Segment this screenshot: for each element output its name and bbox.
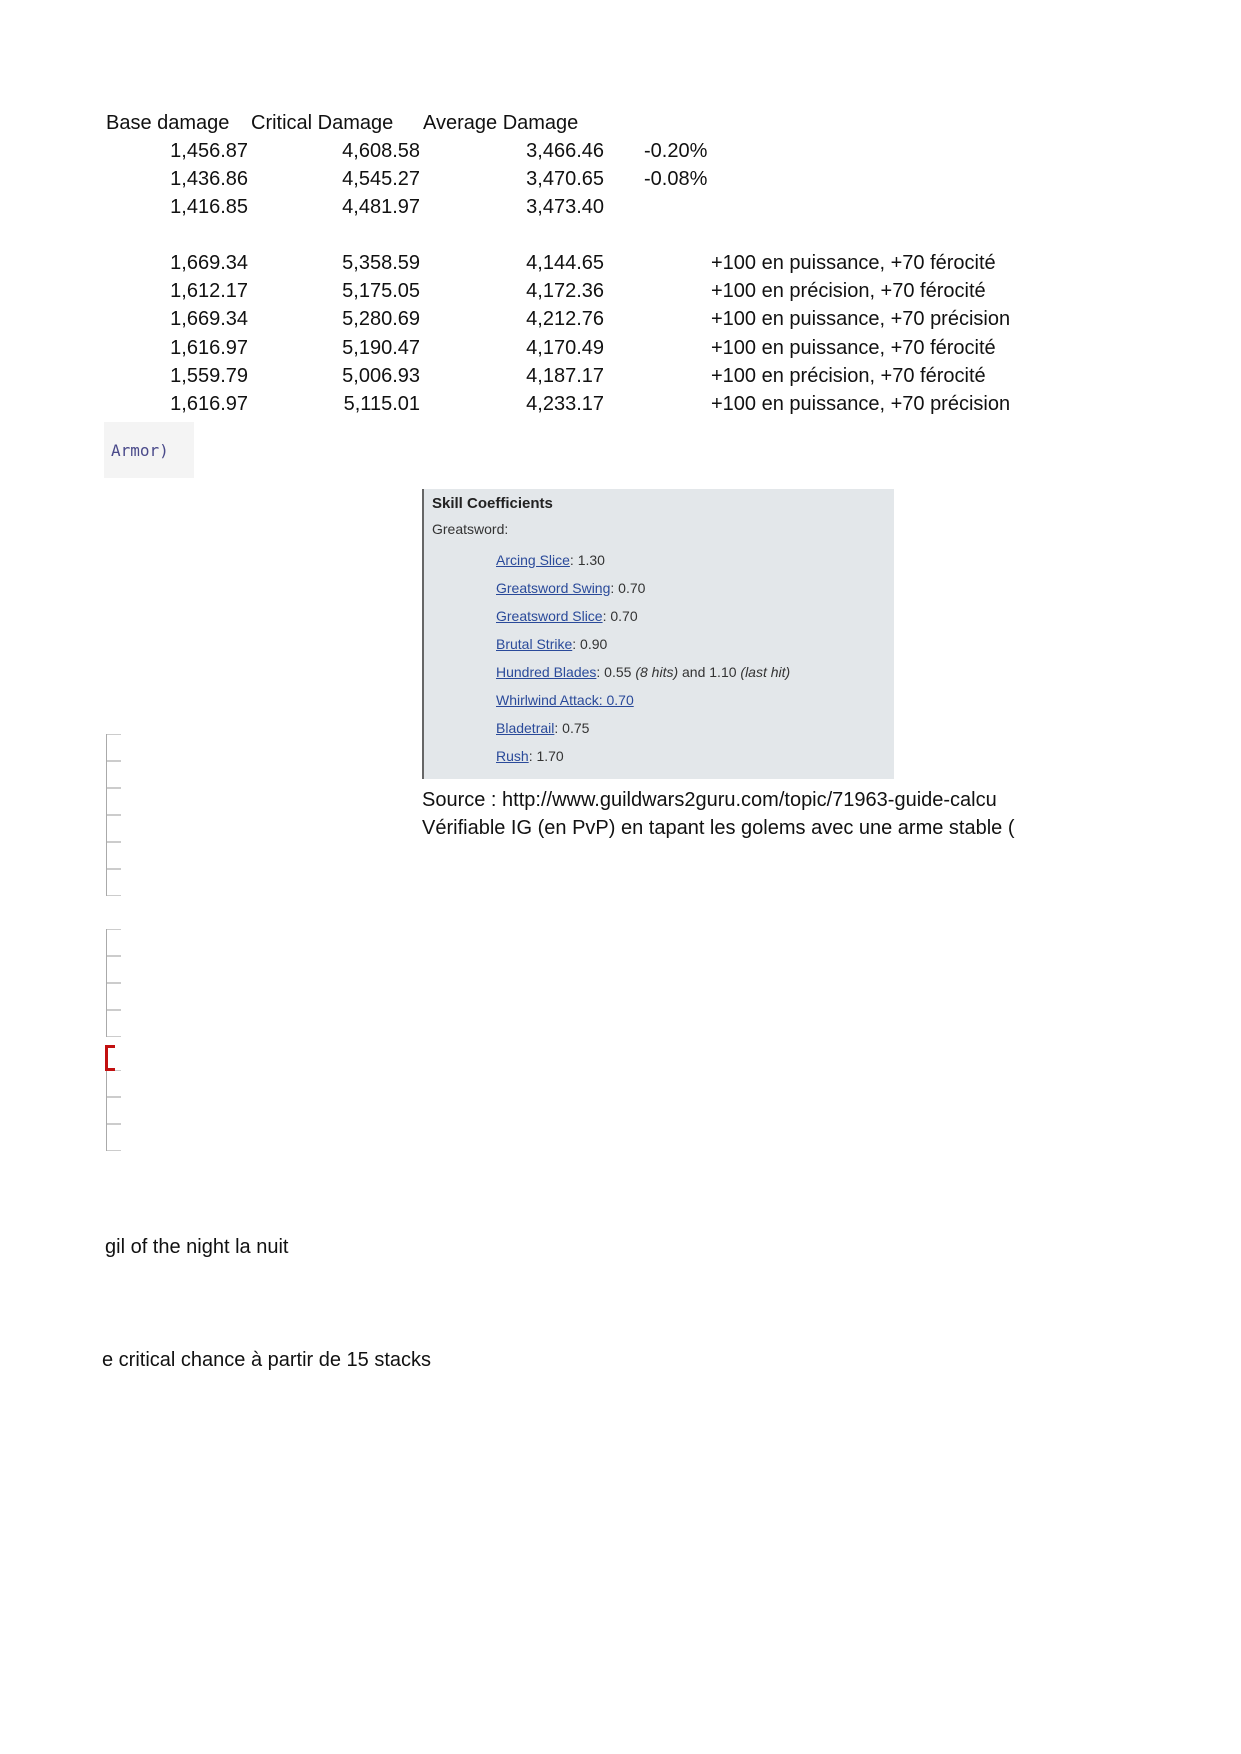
- skill-row: [496, 602, 886, 630]
- cell-crit: 5,006.93: [342, 365, 420, 387]
- skill-row: [496, 714, 886, 742]
- skill-coefficients-title: Skill Coefficients: [432, 495, 553, 512]
- armor-code-snippet: [104, 422, 194, 478]
- cell-crit: 4,481.97: [342, 196, 420, 218]
- source-line: Source : http://www.guildwars2guru.com/topic/71963-guide-calcu: [422, 789, 997, 811]
- ruler-tick: [106, 734, 120, 761]
- cell-crit: 5,358.59: [342, 252, 420, 274]
- ruler-tick: [106, 983, 120, 1010]
- ruler-tick: [106, 929, 120, 956]
- skill-link[interactable]: Whirlwind Attack: [496, 692, 599, 708]
- cell-note: +100 en puissance, +70 précision: [711, 308, 1011, 330]
- skill-coefficients-panel: [422, 489, 894, 779]
- skill-value: : 1.70: [528, 748, 564, 764]
- skill-value: : 0.55: [596, 664, 632, 680]
- cell-note: +100 en puissance, +70 férocité: [711, 337, 996, 359]
- cell-note: +100 en puissance, +70 férocité: [711, 252, 996, 274]
- cell-base: 1,559.79: [170, 365, 248, 387]
- cell-pct: -0.08%: [644, 168, 708, 190]
- skill-link[interactable]: Rush: [496, 748, 529, 764]
- cell-crit: 4,608.58: [342, 140, 420, 162]
- cell-crit: 4,545.27: [342, 168, 420, 190]
- skill-last-hit-note: (last hit): [740, 664, 791, 680]
- skill-link[interactable]: Hundred Blades: [496, 664, 597, 680]
- skill-link[interactable]: Arcing Slice: [496, 552, 570, 568]
- skill-hits-note: (8 hits): [635, 664, 679, 680]
- cell-note: +100 en puissance, +70 précision: [711, 393, 1011, 415]
- ruler-tick: [106, 1097, 120, 1124]
- skill-row: [496, 686, 886, 714]
- skill-row: [496, 742, 886, 770]
- weapon-label: Greatsword:: [432, 521, 509, 537]
- skill-row: [496, 658, 886, 686]
- header-critical-damage: Critical Damage: [251, 112, 394, 134]
- header-average-damage: Average Damage: [423, 112, 579, 134]
- cell-crit: 5,280.69: [342, 308, 420, 330]
- cell-base: 1,616.97: [170, 337, 248, 359]
- cell-crit: 5,175.05: [342, 280, 420, 302]
- ruler-tick: [106, 1124, 120, 1151]
- skill-row: [496, 574, 886, 602]
- cell-avg: 3,466.46: [526, 140, 604, 162]
- skill-link[interactable]: Greatsword Swing: [496, 580, 611, 596]
- ruler-tick: [106, 761, 120, 788]
- skill-value: : 0.90: [572, 636, 608, 652]
- ruler-tick: [106, 869, 120, 896]
- cell-base: 1,416.85: [170, 196, 248, 218]
- cell-note: +100 en précision, +70 férocité: [711, 280, 986, 302]
- cell-base: 1,616.97: [170, 393, 248, 415]
- skill-row: [496, 546, 886, 574]
- cell-base: 1,436.86: [170, 168, 248, 190]
- ruler-tick: [106, 788, 120, 815]
- cell-note: +100 en précision, +70 férocité: [711, 365, 986, 387]
- ruler-tick: [106, 1070, 120, 1097]
- skill-value: : 0.70: [610, 580, 646, 596]
- cell-base: 1,456.87: [170, 140, 248, 162]
- skill-link[interactable]: Brutal Strike: [496, 636, 573, 652]
- cell-base: 1,612.17: [170, 280, 248, 302]
- armor-snippet-text: Armor): [111, 441, 169, 460]
- cell-base: 1,669.34: [170, 252, 248, 274]
- skill-value: : 1.30: [569, 552, 605, 568]
- red-bracket-marker: [105, 1045, 115, 1071]
- skill-row: [496, 630, 886, 658]
- cell-avg: 4,233.17: [526, 393, 604, 415]
- skill-and-text: and 1.10: [678, 664, 741, 680]
- ruler-tick: [106, 956, 120, 983]
- skill-link[interactable]: Greatsword Slice: [496, 608, 603, 624]
- cell-avg: 3,470.65: [526, 168, 604, 190]
- ruler-tick: [106, 815, 120, 842]
- header-base-damage: Base damage: [106, 112, 230, 134]
- cell-avg: 3,473.40: [526, 196, 604, 218]
- ruler-tick: [106, 1010, 120, 1037]
- cell-base: 1,669.34: [170, 308, 248, 330]
- cell-avg: 4,170.49: [526, 337, 604, 359]
- skill-value: : 0.70: [602, 608, 638, 624]
- cell-avg: 4,172.36: [526, 280, 604, 302]
- cell-crit: 5,190.47: [342, 337, 420, 359]
- cell-avg: 4,144.65: [526, 252, 604, 274]
- sigil-line: gil of the night la nuit: [105, 1236, 289, 1258]
- cell-avg: 4,187.17: [526, 365, 604, 387]
- verify-line: Vérifiable IG (en PvP) en tapant les golems avec une arme stable (: [422, 817, 1015, 839]
- cell-pct: -0.20%: [644, 140, 708, 162]
- skill-value: : 0.75: [554, 720, 590, 736]
- critical-line: e critical chance à partir de 15 stacks: [102, 1349, 432, 1371]
- ruler-tick: [106, 842, 120, 869]
- skill-link[interactable]: Bladetrail: [496, 720, 555, 736]
- cell-avg: 4,212.76: [526, 308, 604, 330]
- skill-value: : 0.70: [598, 692, 634, 708]
- cell-crit: 5,115.01: [343, 393, 420, 415]
